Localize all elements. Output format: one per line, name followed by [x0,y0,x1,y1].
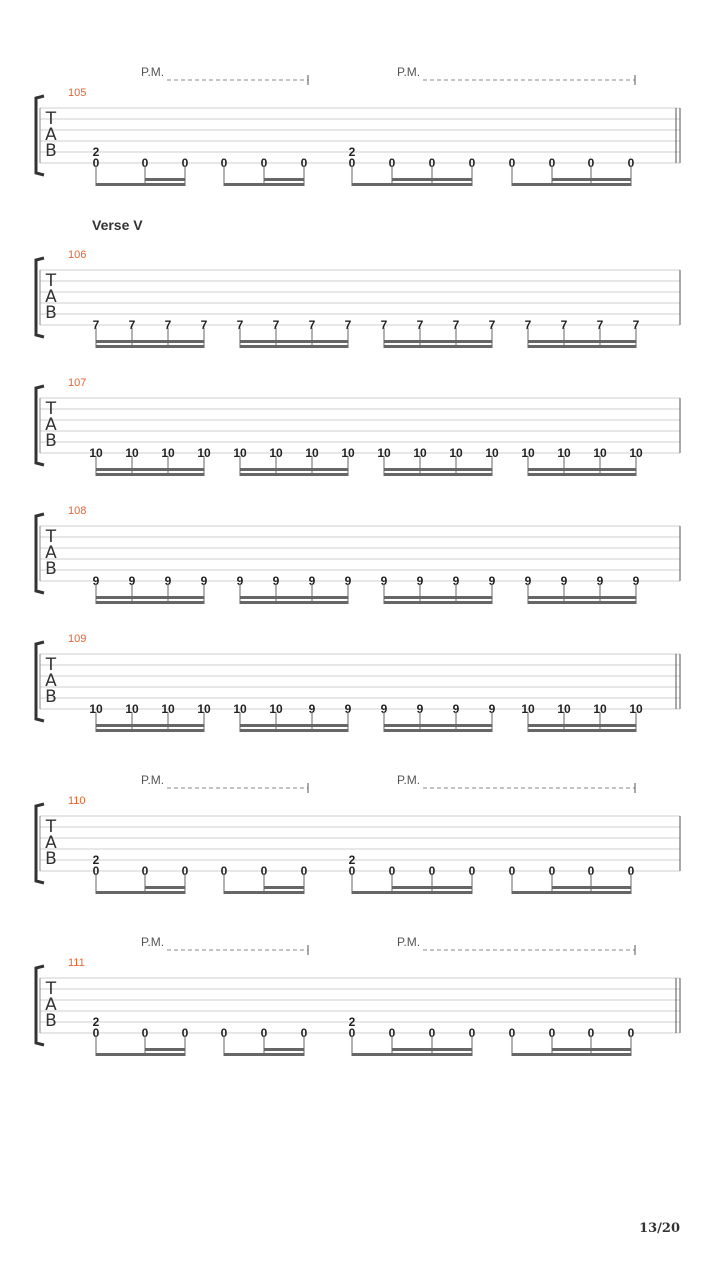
beam-secondary [240,596,348,599]
fret-number: 0 [587,156,595,170]
beam-primary [224,891,304,894]
fret-number: 0 [92,156,100,170]
beam-primary [528,729,636,732]
fret-number: 9 [272,574,280,588]
fret-number: 0 [300,1026,308,1040]
fret-number: 0 [587,864,595,878]
fret-number: 10 [341,446,355,460]
fret-number: 0 [220,1026,228,1040]
tab-clef-letter: T [45,979,57,999]
beam-secondary [552,178,631,181]
fret-number: 10 [89,446,103,460]
bar-number: 110 [68,795,86,807]
beam-primary [96,601,204,604]
fret-number: 9 [596,574,604,588]
fret-number: 10 [125,702,139,716]
fret-number: 7 [344,318,352,332]
fret-number: 9 [632,574,640,588]
tab-clef-letter: T [45,109,57,129]
fret-number: 0 [348,156,356,170]
fret-number: 10 [593,446,607,460]
fret-number: 0 [181,1026,189,1040]
beam-primary [240,601,348,604]
beam-secondary [552,886,631,889]
bar-number: 109 [68,633,87,645]
tab-clef-letter: T [45,399,57,419]
fret-number: 9 [200,574,208,588]
beam-secondary [264,178,304,181]
beam-primary [224,183,304,186]
fret-number: 10 [161,446,175,460]
fret-number: 0 [300,156,308,170]
beam-secondary [264,886,304,889]
fret-number: 2 [92,1015,100,1029]
bar-number: 108 [68,505,87,517]
fret-number: 9 [488,574,496,588]
tab-clef-letter: B [45,141,57,161]
fret-number: 7 [416,318,424,332]
tab-clef-letter: T [45,527,57,547]
beam-secondary [392,886,472,889]
beam-secondary [528,340,636,343]
beam-primary [96,891,185,894]
beam-secondary [528,724,636,727]
fret-number: 0 [260,156,268,170]
fret-number: 0 [348,1026,356,1040]
fret-number: 9 [236,574,244,588]
fret-number: 10 [161,702,175,716]
beam-primary [96,1053,185,1056]
tab-clef-letter: B [45,687,57,707]
fret-number: 9 [164,574,172,588]
fret-number: 10 [377,446,391,460]
beam-secondary [528,468,636,471]
fret-number: 10 [521,446,535,460]
fret-number: 0 [260,1026,268,1040]
beam-secondary [96,724,204,727]
fret-number: 7 [488,318,496,332]
tab-clef-letter: T [45,271,57,291]
fret-number: 7 [452,318,460,332]
beam-secondary [96,596,204,599]
tab-clef-letter: A [45,287,57,307]
fret-number: 0 [181,864,189,878]
beam-primary [512,891,631,894]
fret-number: 10 [89,702,103,716]
fret-number: 10 [233,446,247,460]
page-number: 13/20 [639,1221,680,1236]
fret-number: 0 [428,864,436,878]
tab-clef-letter: B [45,431,57,451]
beam-secondary [392,178,472,181]
beam-primary [352,1053,472,1056]
fret-number: 9 [524,574,532,588]
fret-number: 10 [629,446,643,460]
fret-number: 7 [632,318,640,332]
fret-number: 9 [416,574,424,588]
palm-mute-label: P.M. [397,935,421,949]
fret-number: 2 [92,145,100,159]
fret-number: 0 [627,156,635,170]
beam-secondary [384,468,492,471]
fret-number: 10 [269,446,283,460]
beam-secondary [240,724,348,727]
fret-number: 0 [348,864,356,878]
beam-secondary [96,340,204,343]
fret-number: 9 [380,574,388,588]
fret-number: 10 [557,446,571,460]
fret-number: 9 [560,574,568,588]
beam-primary [384,729,492,732]
beam-primary [96,473,204,476]
fret-number: 7 [272,318,280,332]
fret-number: 0 [508,1026,516,1040]
fret-number: 0 [508,156,516,170]
tab-clef-letter: A [45,415,57,435]
fret-number: 10 [593,702,607,716]
beam-primary [384,473,492,476]
fret-number: 7 [524,318,532,332]
fret-number: 7 [200,318,208,332]
fret-number: 10 [197,702,211,716]
beam-primary [352,183,472,186]
fret-number: 10 [521,702,535,716]
tab-clef-letter: A [45,995,57,1015]
beam-primary [528,601,636,604]
beam-primary [240,345,348,348]
beam-primary [96,345,204,348]
beam-secondary [264,1048,304,1051]
bar-number: 111 [68,957,85,969]
tab-clef-letter: A [45,671,57,691]
fret-number: 9 [488,702,496,716]
fret-number: 0 [92,864,100,878]
fret-number: 2 [348,853,356,867]
fret-number: 0 [548,156,556,170]
fret-number: 7 [236,318,244,332]
beam-primary [240,473,348,476]
fret-number: 7 [128,318,136,332]
beam-primary [96,183,185,186]
fret-number: 7 [92,318,100,332]
fret-number: 0 [141,1026,149,1040]
beam-secondary [528,596,636,599]
beam-secondary [145,886,185,889]
fret-number: 0 [220,864,228,878]
fret-number: 10 [557,702,571,716]
fret-number: 10 [449,446,463,460]
beam-primary [240,729,348,732]
beam-secondary [392,1048,472,1051]
bar-number: 106 [68,249,87,261]
beam-secondary [145,1048,185,1051]
fret-number: 0 [300,864,308,878]
fret-number: 2 [348,1015,356,1029]
beam-primary [352,891,472,894]
palm-mute-label: P.M. [397,65,421,79]
beam-secondary [96,468,204,471]
beam-secondary [240,468,348,471]
beam-secondary [384,724,492,727]
beam-primary [96,729,204,732]
beam-primary [384,345,492,348]
fret-number: 10 [305,446,319,460]
fret-number: 9 [344,702,352,716]
fret-number: 9 [308,574,316,588]
beam-primary [512,1053,631,1056]
fret-number: 0 [428,156,436,170]
fret-number: 0 [220,156,228,170]
fret-number: 9 [452,702,460,716]
fret-number: 0 [508,864,516,878]
beam-primary [528,345,636,348]
section-label: Verse V [92,217,143,233]
bar-number: 107 [68,377,87,389]
palm-mute-label: P.M. [397,773,421,787]
beam-secondary [552,1048,631,1051]
tab-clef-letter: T [45,655,57,675]
fret-number: 7 [380,318,388,332]
fret-number: 0 [388,156,396,170]
fret-number: 0 [468,1026,476,1040]
fret-number: 2 [92,853,100,867]
tab-clef-letter: T [45,817,57,837]
beam-primary [384,601,492,604]
beam-primary [224,1053,304,1056]
fret-number: 9 [308,702,316,716]
fret-number: 0 [141,156,149,170]
beam-secondary [384,340,492,343]
fret-number: 2 [348,145,356,159]
fret-number: 0 [468,156,476,170]
fret-number: 7 [560,318,568,332]
fret-number: 0 [181,156,189,170]
fret-number: 0 [627,864,635,878]
fret-number: 0 [260,864,268,878]
fret-number: 9 [92,574,100,588]
fret-number: 0 [141,864,149,878]
fret-number: 9 [344,574,352,588]
palm-mute-label: P.M. [141,935,165,949]
fret-number: 10 [197,446,211,460]
fret-number: 0 [548,864,556,878]
tab-clef-letter: B [45,849,57,869]
palm-mute-label: P.M. [141,65,165,79]
fret-number: 9 [416,702,424,716]
fret-number: 0 [388,864,396,878]
fret-number: 0 [548,1026,556,1040]
fret-number: 7 [308,318,316,332]
tab-clef-letter: A [45,833,57,853]
tab-clef-letter: B [45,559,57,579]
fret-number: 10 [485,446,499,460]
fret-number: 0 [468,864,476,878]
fret-number: 9 [452,574,460,588]
fret-number: 10 [233,702,247,716]
fret-number: 0 [428,1026,436,1040]
tab-clef-letter: B [45,303,57,323]
fret-number: 10 [125,446,139,460]
fret-number: 0 [627,1026,635,1040]
fret-number: 0 [92,1026,100,1040]
beam-primary [528,473,636,476]
tab-clef-letter: A [45,543,57,563]
bar-number: 105 [68,87,87,99]
beam-primary [512,183,631,186]
fret-number: 10 [413,446,427,460]
fret-number: 0 [587,1026,595,1040]
fret-number: 10 [629,702,643,716]
palm-mute-label: P.M. [141,773,165,787]
beam-secondary [384,596,492,599]
fret-number: 7 [164,318,172,332]
beam-secondary [240,340,348,343]
fret-number: 0 [388,1026,396,1040]
fret-number: 9 [128,574,136,588]
fret-number: 9 [380,702,388,716]
fret-number: 7 [596,318,604,332]
tab-clef-letter: A [45,125,57,145]
beam-secondary [145,178,185,181]
tab-clef-letter: B [45,1011,57,1031]
fret-number: 10 [269,702,283,716]
